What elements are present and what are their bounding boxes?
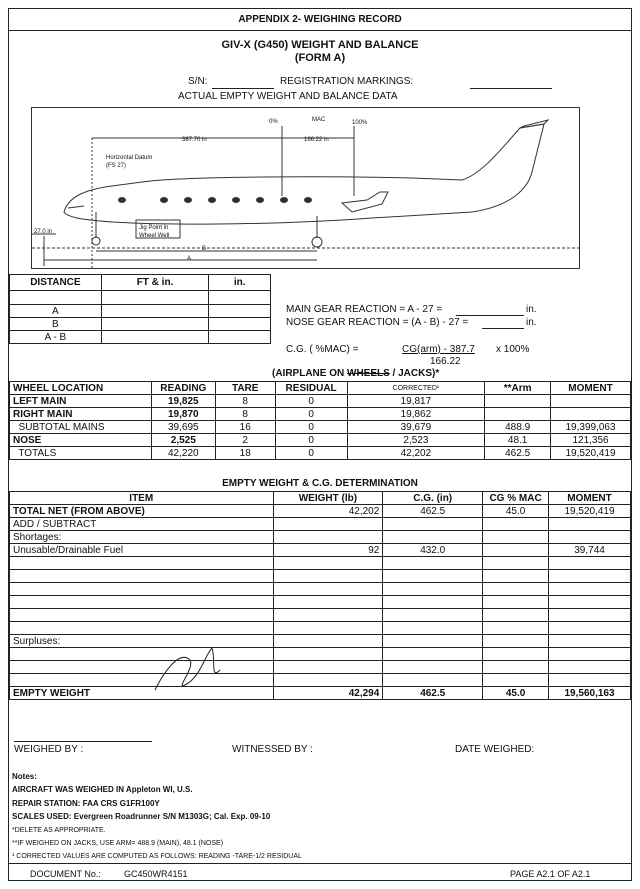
main-gear-reaction: MAIN GEAR REACTION = A - 27 = (286, 304, 443, 315)
table-row: ADD / SUBTRACT (10, 518, 631, 531)
sn-label: S/N: (188, 76, 208, 87)
table-row: TOTALS 42,220 18 0 42,202 462.5 19,520,419 (10, 447, 631, 460)
table-row: NOSE 2,525 2 0 2,523 48.1 121,356 (10, 434, 631, 447)
item-header: ITEM (10, 492, 274, 505)
form-subtitle: (FORM A) (294, 52, 346, 64)
notes-title: Notes: (12, 772, 37, 781)
distance-row-b: B (10, 318, 102, 331)
table-row (10, 622, 631, 635)
table-row: EMPTY WEIGHT 42,294 462.5 45.0 19,560,163 (10, 687, 631, 700)
datum-label: Horizontal Datum (106, 155, 153, 161)
table-row (10, 570, 631, 583)
table-row (10, 557, 631, 570)
distance-a-ft-cell[interactable] (101, 305, 209, 318)
note-line: SCALES USED: Evergreen Roadrunner S/N M1303G; Cal. Exp. 09-10 (12, 812, 271, 821)
weight-header: WEIGHT (lb) (273, 492, 383, 505)
appendix-title: APPENDIX 2- WEIGHING RECORD (238, 14, 402, 25)
dim-387-label: 387.70 in (182, 137, 207, 143)
document-no-label: DOCUMENT No.: (30, 869, 101, 879)
reading-header: READING (151, 382, 215, 395)
nose-gear-reaction: NOSE GEAR REACTION = (A - B) - 27 = (286, 317, 469, 328)
distance-ab-ft-cell[interactable] (101, 331, 209, 344)
cg-mac-header: CG % MAC (483, 492, 549, 505)
table-row (10, 674, 631, 687)
dim-27-label: 27.0 in (34, 229, 53, 235)
distance-row-a: A (10, 305, 102, 318)
page-number: PAGE A2.1 OF A2.1 (510, 869, 591, 879)
moment-header: MOMENT (551, 382, 631, 395)
distance-b-in-cell[interactable] (209, 318, 271, 331)
note-line: REPAIR STATION: FAA CRS G1FR100Y (12, 799, 160, 808)
note-line: AIRCRAFT WAS WEIGHED IN Appleton WI, U.S. (12, 785, 193, 794)
tare-header: TARE (215, 382, 275, 395)
moment-header-2: MOMENT (549, 492, 631, 505)
jig-point-label: Jig Point in (139, 225, 169, 231)
empty-weight-table (9, 491, 631, 700)
table-row: Unusable/Drainable Fuel 92 432.0 39,744 (10, 544, 631, 557)
mac-100-label: 100% (352, 120, 368, 126)
note-line: **IF WEIGHED ON JACKS, USE ARM= 488.9 (MAIN), 48.1 (NOSE) (12, 840, 224, 847)
table-row: SUBTOTAL MAINS 39,695 16 0 39,679 488.9 19,399,063 (10, 421, 631, 434)
date-weighed-label: DATE WEIGHED: (455, 744, 535, 755)
table-row: RIGHT MAIN 19,870 8 0 19,862 (10, 408, 631, 421)
note-line: ¹ CORRECTED VALUES ARE COMPUTED AS FOLLOWS: READING -TARE-1/2 RESIDUAL (12, 853, 302, 860)
table-row (10, 648, 631, 661)
cg-formula-denominator: 166.22 (430, 356, 461, 367)
wheel-location-header: WHEEL LOCATION (10, 382, 152, 395)
in-header: in. (209, 275, 271, 291)
nose-gear-unit: in. (526, 317, 537, 328)
aircraft-drawing (32, 108, 581, 270)
dim-b-label: B (202, 246, 207, 252)
cg-mac-label: C.G. ( %MAC) = (286, 344, 359, 355)
note-line: *DELETE AS APPROPRIATE. (12, 827, 106, 834)
witnessed-by-label: WITNESSED BY : (232, 744, 313, 755)
table-row: Shortages: (10, 531, 631, 544)
distance-ab-in-cell[interactable] (209, 331, 271, 344)
table-row (10, 661, 631, 674)
cg-formula-multiplier: x 100% (496, 344, 530, 355)
arm-header: **Arm (485, 382, 551, 395)
actual-empty-weight-heading: ACTUAL EMPTY WEIGHT AND BALANCE DATA (178, 91, 398, 102)
distance-header: DISTANCE (10, 275, 102, 291)
table-row (10, 583, 631, 596)
cg-in-header: C.G. (in) (383, 492, 483, 505)
wheel-table (9, 381, 631, 460)
signature-scribble (150, 640, 230, 700)
distance-row-a-minus-b: A - B (10, 331, 102, 344)
residual-header: RESIDUAL (275, 382, 347, 395)
dim-a-label: A (187, 256, 192, 262)
wheel-well-label: Wheel Well (139, 233, 170, 239)
weighed-by-label: WEIGHED BY : (14, 744, 84, 755)
main-gear-unit: in. (526, 304, 537, 315)
cg-formula-numerator: CG(arm) - 387.7 (402, 344, 475, 355)
distance-table (9, 274, 271, 344)
aircraft-diagram (31, 107, 580, 269)
mac-label: MAC (312, 117, 326, 123)
mac-0-label: 0% (269, 119, 278, 125)
document-no-value: GC450WR4151 (124, 869, 188, 879)
distance-a-in-cell[interactable] (209, 305, 271, 318)
corrected-header: CORRECTED¹ (347, 382, 485, 395)
table-row (10, 596, 631, 609)
ft-in-header: FT & in. (101, 275, 209, 291)
empty-weight-title: EMPTY WEIGHT & C.G. DETERMINATION (222, 478, 418, 489)
form-title: GIV-X (G450) WEIGHT AND BALANCE (221, 39, 419, 51)
distance-b-ft-cell[interactable] (101, 318, 209, 331)
table-row (10, 609, 631, 622)
table-row: Surpluses: (10, 635, 631, 648)
table-row: TOTAL NET (FROM ABOVE) 42,202 462.5 45.0 19,520,419 (10, 505, 631, 518)
airplane-on-caption: (AIRPLANE ON WHEELS / JACKS)* (272, 368, 440, 379)
registration-label: REGISTRATION MARKINGS: (280, 76, 414, 87)
datum-fs-label: (FS 27) (106, 163, 127, 169)
table-row: LEFT MAIN 19,825 8 0 19,817 (10, 395, 631, 408)
dim-166-label: 166.22 in (304, 137, 329, 143)
